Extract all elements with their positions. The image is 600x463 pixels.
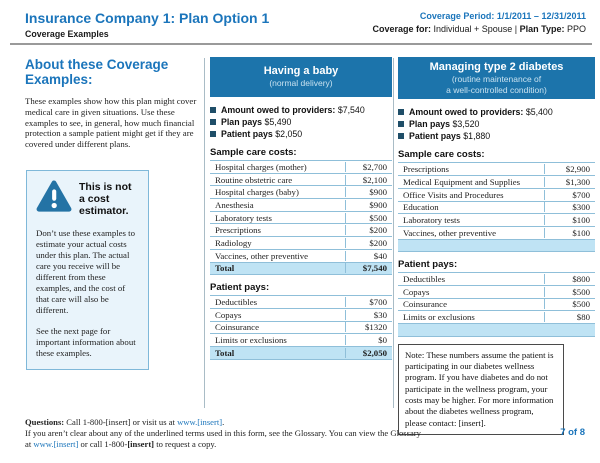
page-footer — [25, 417, 455, 451]
header-right — [372, 10, 586, 39]
table-row — [398, 214, 595, 227]
patient-pays-table — [398, 272, 595, 336]
bullet-value: $3,520 — [452, 119, 480, 130]
row-value: $1,300 — [544, 177, 595, 187]
row-label: Total — [215, 347, 235, 358]
table-row — [210, 161, 392, 174]
row-label: Prescriptions — [215, 225, 261, 236]
row-label: Copays — [215, 309, 242, 320]
square-bullet-icon — [210, 119, 216, 125]
bullet-item — [398, 106, 595, 118]
row-value: $2,050 — [345, 348, 392, 358]
example-having-a-baby — [210, 57, 392, 360]
row-value: $900 — [345, 187, 392, 197]
meta-separator: | — [514, 24, 520, 35]
bullet-item — [210, 104, 392, 116]
footer-text: at — [25, 439, 34, 450]
glossary-website-link[interactable]: www.[insert] — [33, 439, 79, 450]
sample-care-costs-table — [210, 160, 392, 275]
coverage-for-label: Coverage for: — [372, 24, 431, 35]
bullet-item — [398, 130, 595, 142]
table-row — [210, 237, 392, 250]
footer-text: Call 1-800-[insert] or visit us at — [64, 417, 178, 427]
row-label: Education — [403, 202, 439, 213]
row-value: $900 — [345, 200, 392, 210]
bullet-value: $5,490 — [264, 117, 292, 127]
row-value: $2,700 — [345, 162, 392, 172]
bullet-label: Patient pays — [409, 131, 464, 142]
bullet-item — [210, 116, 392, 128]
table-total-row — [210, 347, 392, 360]
row-value: $40 — [345, 251, 392, 261]
warning-title: This is not a cost estimator. — [79, 180, 132, 217]
table-row — [210, 322, 392, 335]
header-left — [25, 10, 269, 39]
table-row — [398, 202, 595, 215]
bullet-value: $1,880 — [463, 131, 491, 142]
coverage-meta — [372, 23, 586, 36]
sample-care-costs-heading: Sample care costs: — [210, 147, 297, 158]
table-row — [210, 309, 392, 322]
row-value: $700 — [544, 190, 595, 200]
row-value: $100 — [544, 228, 595, 238]
table-row — [210, 334, 392, 347]
row-label: Total — [215, 263, 235, 274]
header-divider — [10, 43, 592, 45]
footer-line-3 — [25, 439, 455, 450]
row-value: $500 — [345, 213, 392, 223]
column-divider-right — [393, 58, 394, 408]
page-subtitle: Coverage Examples — [25, 29, 109, 39]
row-label: Medical Equipment and Supplies — [403, 176, 521, 187]
row-value: $2,900 — [544, 164, 595, 174]
subtitle-line: (normal delivery) — [269, 78, 333, 89]
row-label: Deductibles — [403, 274, 446, 285]
example-title: Having a baby — [263, 65, 339, 78]
table-row — [398, 163, 595, 176]
row-label: Hospital charges (mother) — [215, 161, 307, 172]
questions-label: Questions: — [25, 417, 65, 427]
footer-line-1 — [25, 417, 455, 428]
row-label: Limits or exclusions — [215, 335, 287, 346]
row-label: Vaccines, other preventive — [403, 227, 497, 238]
example-managing-diabetes — [398, 57, 595, 435]
row-label: Anesthesia — [215, 199, 254, 210]
plan-type-value: PPO — [564, 24, 586, 35]
square-bullet-icon — [210, 107, 216, 113]
row-label: Copays — [403, 286, 430, 297]
square-bullet-icon — [210, 131, 216, 137]
table-row — [398, 273, 595, 286]
footer-insert-bold: [insert] — [127, 439, 155, 450]
footer-text: or call 1-800- — [78, 439, 128, 450]
table-row — [398, 227, 595, 240]
wellness-program-note: Note: These numbers assume the patient is participating in our diabetes wellness program. If you have diabetes and do not participate in the wellness program, your costs may be higher. For more information about the diabetes wellness program, please contact: [insert]. — [398, 344, 564, 435]
about-heading: About these Coverage Examples: — [25, 57, 169, 88]
row-value: $2,100 — [345, 175, 392, 185]
table-row — [398, 299, 595, 312]
example-subtitle — [402, 74, 591, 95]
row-value: $500 — [544, 287, 595, 297]
about-column — [25, 57, 197, 370]
page-title: Insurance Company 1: Plan Option 1 — [25, 10, 270, 26]
bullet-item — [210, 128, 392, 140]
warning-triangle-icon — [36, 180, 72, 218]
row-label: Radiology — [215, 237, 252, 248]
example-header — [398, 57, 595, 99]
bullet-value: $7,540 — [337, 105, 365, 115]
bullet-label: Patient pays — [221, 129, 276, 139]
table-row — [210, 250, 392, 263]
table-row — [398, 176, 595, 189]
page-number: 7 of 8 — [560, 427, 585, 438]
row-value: $300 — [544, 202, 595, 212]
row-label: Coinsurance — [215, 322, 259, 333]
bullet-label: Amount owed to providers: — [409, 107, 526, 118]
table-total-row — [210, 263, 392, 276]
plan-type-label: Plan Type: — [519, 24, 565, 35]
row-value: $80 — [544, 312, 595, 322]
row-value: $100 — [544, 215, 595, 225]
bullet-label: Plan pays — [221, 117, 265, 127]
table-row — [210, 186, 392, 199]
subtitle-line: (routine maintenance of — [451, 74, 542, 85]
subtitle-line: a well-controlled condition) — [446, 84, 547, 95]
row-value: $30 — [345, 310, 392, 320]
row-value: $500 — [544, 299, 595, 309]
table-row — [210, 296, 392, 309]
bullet-label: Amount owed to providers: — [221, 105, 338, 115]
row-value: $200 — [345, 238, 392, 248]
example-subtitle — [214, 78, 388, 89]
table-total-row — [398, 324, 595, 337]
column-divider-left — [204, 58, 205, 408]
not-a-cost-estimator-box — [26, 170, 149, 370]
warning-head — [36, 180, 139, 218]
coverage-period: Coverage Period: 1/1/2011 – 12/31/2011 — [419, 11, 586, 21]
table-row — [210, 199, 392, 212]
footer-line-2: If you aren’t clear about any of the underlined terms used in this form, see the Glossary. You can view the Glossary — [25, 428, 421, 439]
bullet-value: $2,050 — [275, 129, 303, 139]
table-row — [210, 212, 392, 225]
bullet-label: Plan pays — [409, 119, 453, 130]
sample-care-costs-heading: Sample care costs: — [398, 149, 485, 161]
table-row — [398, 189, 595, 202]
row-value: $0 — [345, 335, 392, 345]
example-title: Managing type 2 diabetes — [429, 61, 564, 73]
row-label: Prescriptions — [403, 164, 449, 175]
table-row — [398, 311, 595, 324]
page-header — [25, 10, 586, 39]
row-label: Vaccines, other preventive — [215, 250, 309, 261]
summary-bullets — [398, 106, 595, 142]
row-label: Routine obstetric care — [215, 174, 293, 185]
example-header — [210, 57, 392, 97]
square-bullet-icon — [398, 109, 404, 115]
footer-text: to request a copy. — [154, 439, 217, 450]
patient-pays-table — [210, 295, 392, 359]
sample-care-costs-table — [398, 162, 595, 252]
row-label: Laboratory tests — [215, 212, 272, 223]
bullet-value: $5,400 — [525, 107, 553, 118]
patient-pays-heading: Patient pays: — [210, 282, 270, 294]
table-total-row — [398, 240, 595, 253]
row-label: Hospital charges (baby) — [215, 187, 299, 198]
row-label: Office Visits and Procedures — [403, 189, 504, 200]
website-link[interactable]: www.[insert] — [177, 417, 223, 427]
bullet-item — [398, 118, 595, 130]
square-bullet-icon — [398, 133, 404, 139]
table-row — [210, 224, 392, 237]
patient-pays-heading: Patient pays: — [398, 259, 458, 271]
summary-bullets — [210, 104, 392, 140]
about-intro-text: These examples show how this plan might cover medical care in given situations. Use these examples to see, in general, how much financial protection a sample patient might get if they are covered under different plans. — [25, 96, 197, 150]
row-value: $700 — [345, 297, 392, 307]
row-value: $1320 — [345, 322, 392, 332]
row-label: Coinsurance — [403, 299, 447, 310]
table-row — [210, 174, 392, 187]
row-label: Deductibles — [215, 297, 258, 308]
table-row — [398, 286, 595, 299]
row-label: Laboratory tests — [403, 215, 460, 226]
coverage-for-value: Individual + Spouse — [430, 24, 515, 35]
warning-body-1: Don’t use these examples to estimate your actual costs under this plan. The actual care you receive will be different from these examples, and the cost of that care will also be different. — [36, 227, 136, 315]
square-bullet-icon — [398, 121, 404, 127]
footer-text: . — [222, 417, 225, 427]
row-value: $7,540 — [345, 263, 392, 273]
row-value: $800 — [544, 274, 595, 284]
row-label: Limits or exclusions — [403, 312, 475, 323]
warning-body-2: See the next page for important information about these examples. — [36, 325, 136, 358]
row-value: $200 — [345, 225, 392, 235]
